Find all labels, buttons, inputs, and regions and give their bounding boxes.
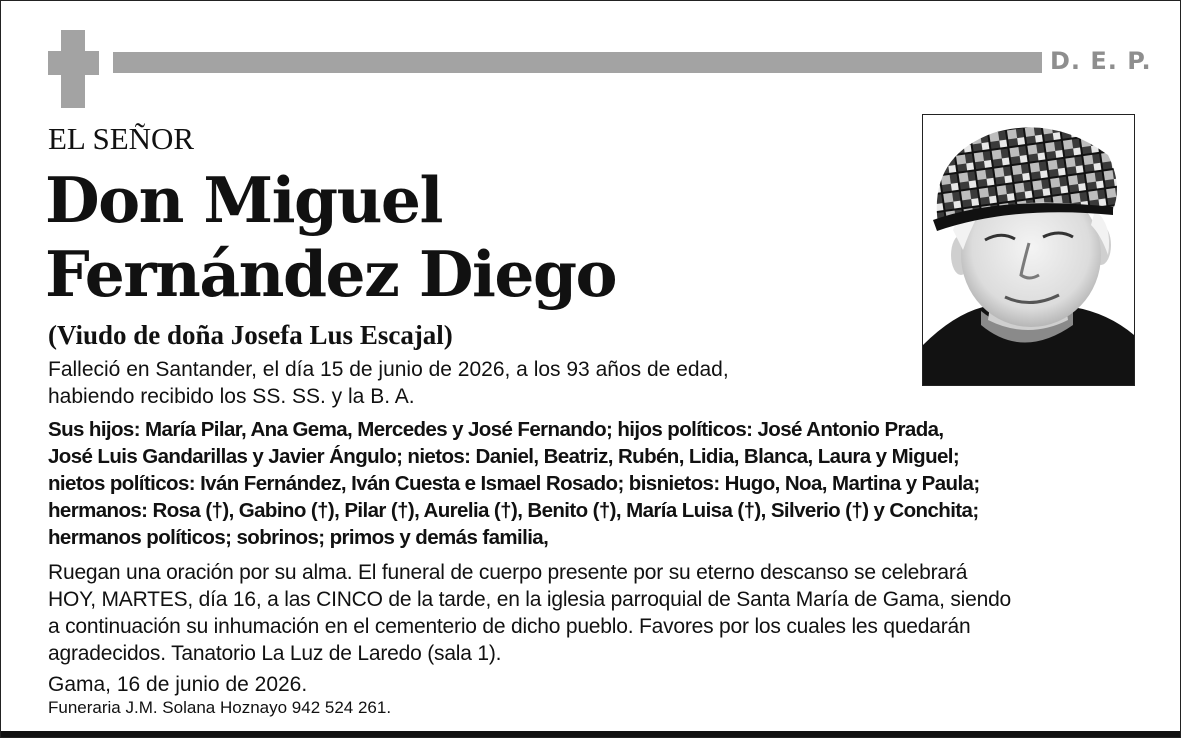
cross-icon-arm — [48, 51, 99, 75]
portrait-illustration — [923, 115, 1134, 385]
funeral-line: agradecidos. Tanatorio La Luz de Laredo (sala 1). — [48, 642, 502, 665]
death-details — [48, 356, 729, 410]
bottom-rule — [1, 731, 1180, 737]
header-rule — [113, 52, 1042, 73]
widowed-note: (Viudo de doña Josefa Lus Escajal) — [48, 320, 453, 350]
deceased-name — [45, 163, 616, 311]
funeral-line: Ruegan una oración por su alma. El funeral de cuerpo presente por su eterno descanso se celebrará — [48, 561, 968, 584]
portrait-photo — [922, 114, 1135, 386]
family-line: José Luis Gandarillas y Javier Ángulo; nietos: Daniel, Beatriz, Rubén, Lidia, Blanca, Laura y Miguel; — [48, 445, 960, 468]
funeral-line: HOY, MARTES, día 16, a las CINCO de la tarde, en la iglesia parroquial de Santa María de Gama, siendo — [48, 588, 1012, 611]
death-details-line: Falleció en Santander, el día 15 de junio de 2026, a los 93 años de edad, — [48, 358, 729, 381]
family-list — [48, 416, 1158, 551]
deceased-name-line: Don Miguel — [45, 163, 442, 237]
family-line: nietos políticos: Iván Fernández, Iván Cuesta e Ismael Rosado; bisnietos: Hugo, Noa, Martina y Paula; — [48, 472, 980, 495]
family-line: Sus hijos: María Pilar, Ana Gema, Mercedes y José Fernando; hijos políticos: José Antonio Prada, — [48, 418, 944, 441]
honorific: EL SEÑOR — [48, 121, 195, 156]
funeral-line: a continuación su inhumación en el cementerio de dicho pueblo. Favores por los cuales les quedarán — [48, 615, 971, 638]
dep-label: D. E. P. — [1050, 47, 1152, 75]
place-and-date: Gama, 16 de junio de 2026. — [48, 673, 308, 696]
death-details-line: habiendo recibido los SS. SS. y la B. A. — [48, 385, 415, 408]
family-line: hermanos políticos; sobrinos; primos y demás familia, — [48, 526, 549, 549]
funeral-announcement — [48, 559, 1158, 667]
funeral-home: Funeraria J.M. Solana Hoznayo 942 524 261. — [48, 698, 392, 717]
family-line: hermanos: Rosa (†), Gabino (†), Pilar (†), Aurelia (†), Benito (†), María Luisa (†), Silverio (†) y Conchita; — [48, 499, 979, 522]
deceased-name-line: Fernández Diego — [45, 237, 617, 311]
